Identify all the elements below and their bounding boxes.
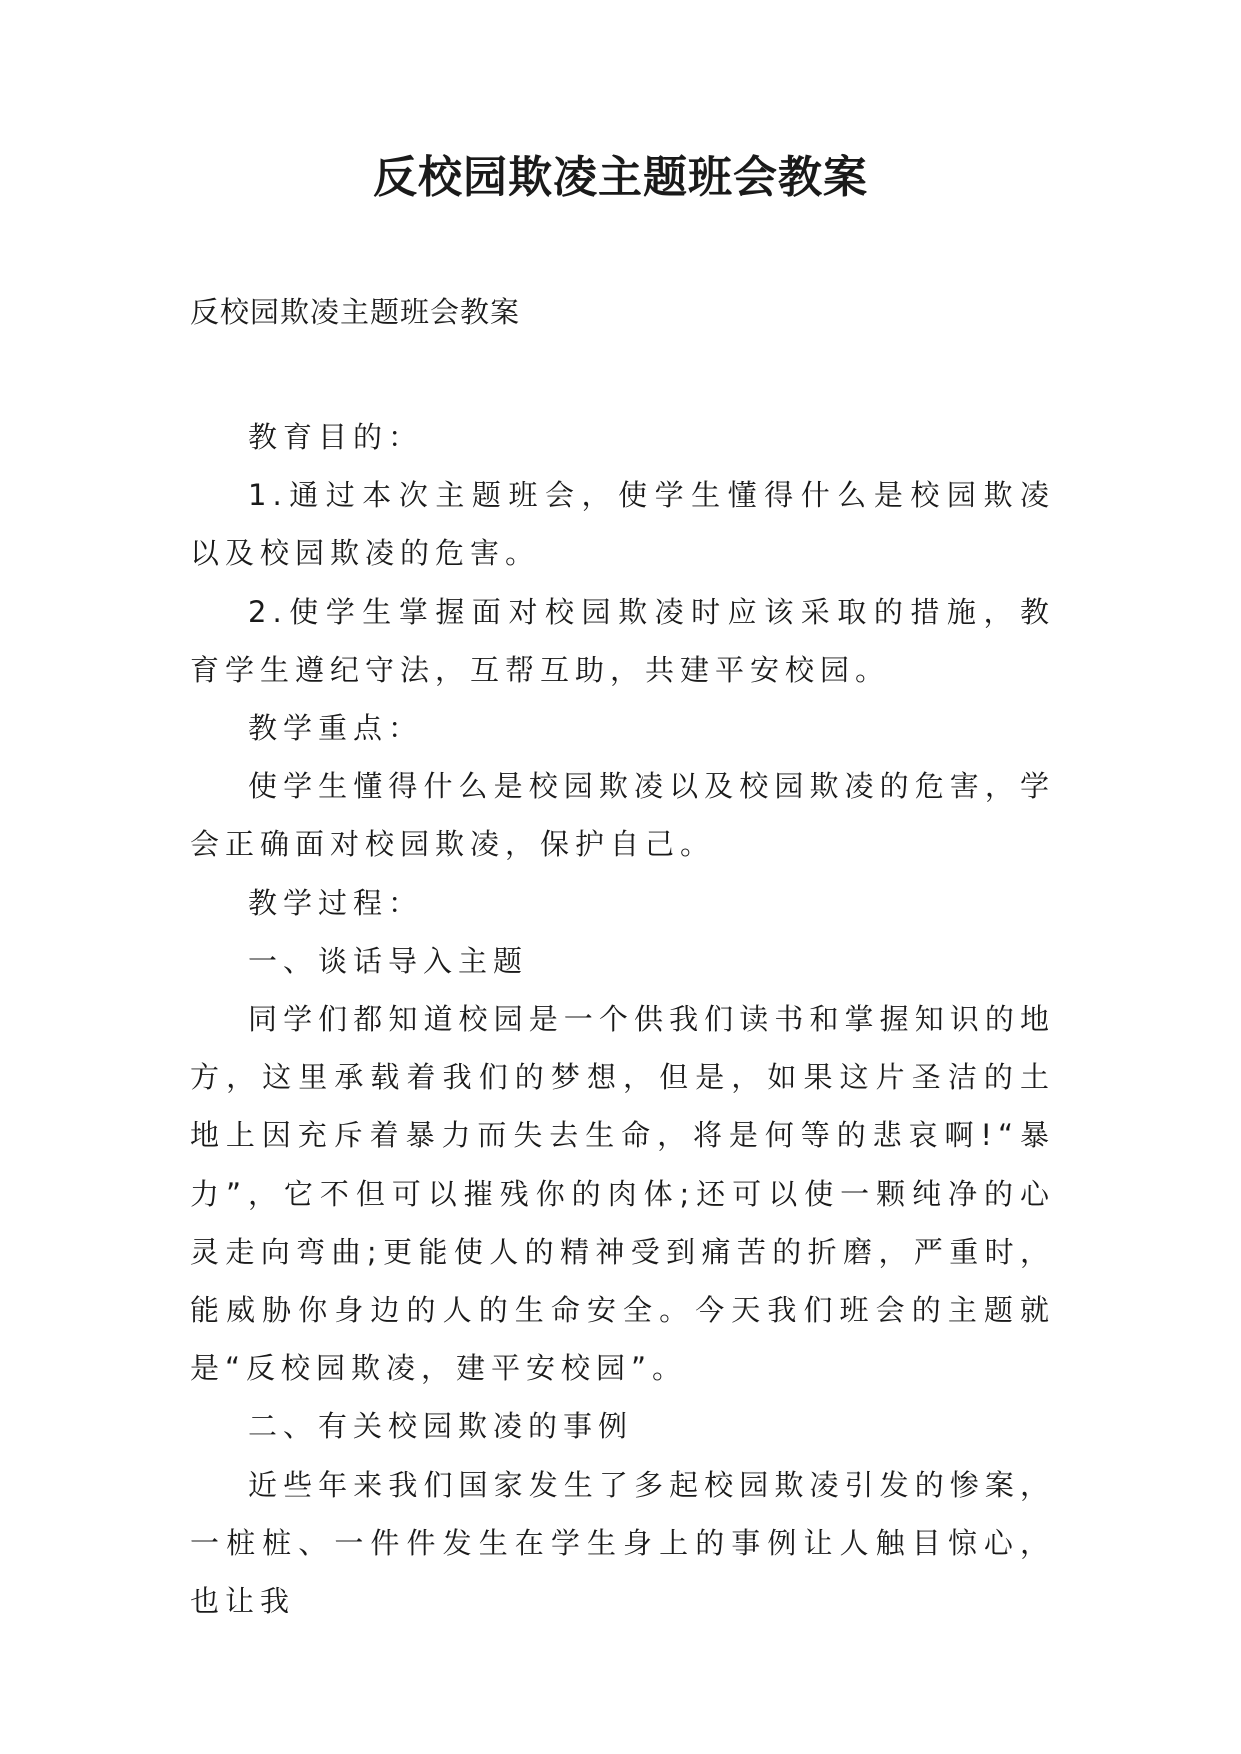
paragraph-section-1-heading: 一、谈话导入主题 [248, 943, 529, 978]
paragraph-section-1: 同学们都知道校园是一个供我们读书和掌握知识的地方，这里承载着我们的梦想，但是，如果这片圣洁的土地上因充斥着暴力而失去生命，将是何等的悲哀啊!“暴力”，它不但可以摧残你的肉体;还可以使一颗纯净的心灵走向弯曲;更能使人的精神受到痛苦的折磨，严重时，能威胁你身边的人的生命安全。今天我们班会的主题就是“反校园欺凌，建平安校园”。 [190, 1002, 1055, 1386]
paragraph-goal-heading: 教育目的： [248, 420, 424, 454]
paragraph-section-2: 近些年来我们国家发生了多起校园欺凌引发的惨案，一桩桩、一件件发生在学生身上的事例让人触目惊心，也让我 [190, 1467, 1055, 1619]
paragraph-focus-heading: 教学重点： [248, 711, 424, 746]
document-title: 反校园欺凌主题班会教案 [373, 152, 868, 203]
document-subtitle: 反校园欺凌主题班会教案 [190, 295, 521, 329]
document-body [190, 408, 1055, 1630]
paragraph-process-heading: 教学过程： [248, 885, 424, 920]
paragraph-focus: 使学生懂得什么是校园欺凌以及校园欺凌的危害，学会正确面对校园欺凌，保护自己。 [190, 769, 1055, 862]
paragraph-section-2-heading: 二、有关校园欺凌的事例 [248, 1409, 634, 1444]
paragraph-goal-2: 2.使学生掌握面对校园欺凌时应该采取的措施，教育学生遵纪守法，互帮互助，共建平安校园。 [190, 594, 1055, 687]
paragraph-goal-1: 1.通过本次主题班会，使学生懂得什么是校园欺凌以及校园欺凌的危害。 [190, 478, 1055, 571]
